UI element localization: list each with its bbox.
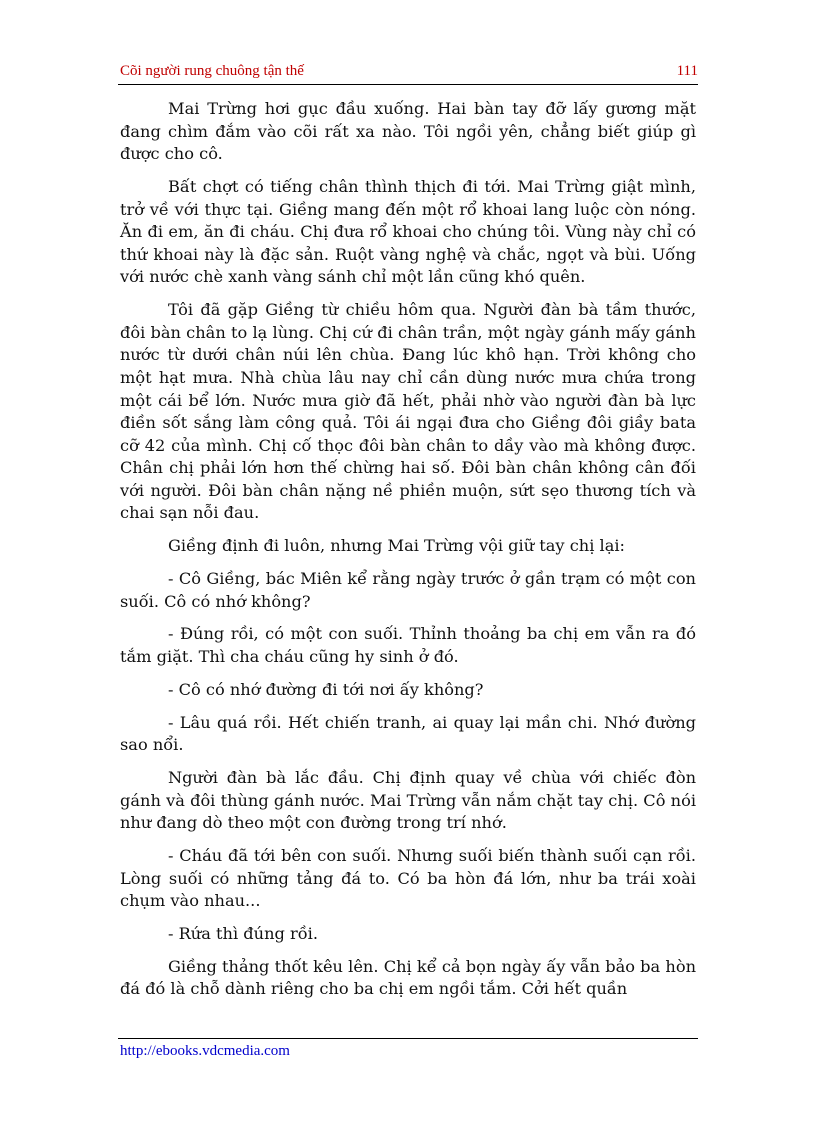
book-title: Cõi người rung chuông tận thế: [120, 63, 304, 79]
page-header: [118, 62, 698, 85]
paragraph: - Cô có nhớ đường đi tới nơi ấy không?: [168, 679, 484, 699]
paragraph: Người đàn bà lắc đầu. Chị định quay về chùa với chiếc đòn gánh và đôi thùng gánh nước. Mai Trừng vẫn nắm chặt tay chị. Cô nói như đang dò theo một con đường trong trí nhớ.: [120, 767, 696, 833]
paragraph: Mai Trừng hơi gục đầu xuống. Hai bàn tay đỡ lấy gương mặt đang chìm đắm vào cõi rất xa nào. Tôi ngồi yên, chẳng biết giúp gì được cho cô.: [120, 99, 696, 164]
page-number: 111: [676, 63, 698, 79]
footer-link[interactable]: http://ebooks.vdcmedia.com: [120, 1043, 290, 1059]
paragraph: - Rứa thì đúng rồi.: [168, 923, 318, 943]
paragraph: Tôi đã gặp Giềng từ chiều hôm qua. Người đàn bà tầm thước, đôi bàn chân to lạ lùng. Chị cứ đi chân trần, một ngày gánh mấy gánh nước từ dưới chân núi lên chùa. Đang lúc khô hạn. Trời không cho một hạt mưa. Nhà chùa lâu nay chỉ cần dùng nước mưa chứa trong một cái bể lớn. Nước mưa giờ đã hết, phải nhờ vào người đàn bà lực điền sốt sắng làm công quả. Tôi ái ngại đưa cho Giềng đôi giầy bata cỡ 42 của mình. Chị cố thọc đôi bàn chân to dầy vào mà không được. Chân chị phải lớn hơn thế chừng hai số. Đôi bàn chân không cân đối với người. Đôi bàn chân nặng nề phiền muộn, sứt sẹo thương tích và chai sạn nỗi đau.: [120, 300, 696, 523]
paragraph: - Cháu đã tới bên con suối. Nhưng suối biến thành suối cạn rồi. Lòng suối có những tảng đá to. Có ba hòn đá lớn, như ba trái xoài chụm vào nhau...: [120, 845, 696, 911]
paragraph: Bất chợt có tiếng chân thình thịch đi tới. Mai Trừng giật mình, trở về với thực tại. Giềng mang đến một rổ khoai lang luộc còn nóng. Ăn đi em, ăn đi cháu. Chị đưa rổ khoai cho chúng tôi. Vùng này chỉ có thứ khoai này là đặc sản. Ruột vàng nghệ và chắc, ngọt và bùi. Uống với nước chè xanh vàng sánh chỉ một lần cũng khó quên.: [120, 176, 696, 287]
paragraph: - Cô Giềng, bác Miên kể rằng ngày trước ở gần trạm có một con suối. Cô có nhớ không?: [120, 569, 696, 611]
page-footer: [118, 1038, 698, 1059]
page-body: [120, 98, 696, 1011]
paragraph: Giềng thảng thốt kêu lên. Chị kể cả bọn ngày ấy vẫn bảo ba hòn đá đó là chỗ dành riêng cho ba chị em ngồi tắm. Cởi hết quần: [120, 956, 696, 999]
paragraph: Giềng định đi luôn, nhưng Mai Trừng vội giữ tay chị lại:: [168, 536, 625, 556]
paragraph: - Lâu quá rồi. Hết chiến tranh, ai quay lại mần chi. Nhớ đường sao nổi.: [120, 712, 696, 755]
paragraph: - Đúng rồi, có một con suối. Thỉnh thoảng ba chị em vẫn ra đó tắm giặt. Thì cha cháu cũng hy sinh ở đó.: [120, 624, 696, 666]
